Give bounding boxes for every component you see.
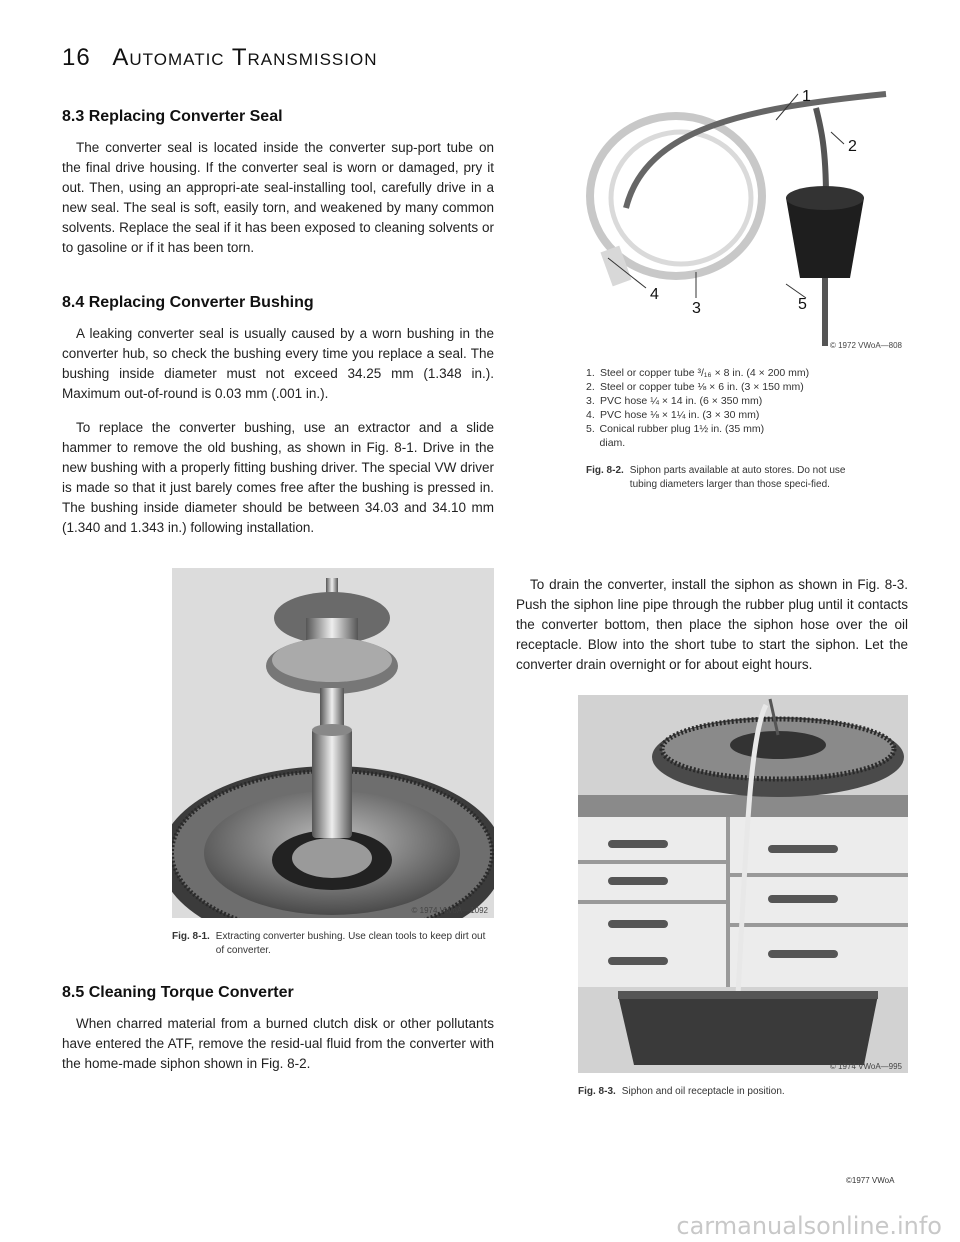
section-8-3-paragraph: The converter seal is located inside the converter sup-port tube on the final drive housing. If the converter seal is worn or damaged, pry it out. Then, using an appropri-ate seal-installing tool, carefully drive in a new seal. The seal is soft, easily torn, and weakened by many common solvents. Replace the seal if it has been exposed to cleaning solvents or to gasoline or if it has been torn.: [62, 140, 494, 255]
callout-4: 4: [650, 286, 659, 303]
list-item: 1. Steel or copper tube ³/₁₆ × 8 in. (4 × 200 mm): [586, 367, 810, 379]
figure-8-2-text: Siphon parts available at auto stores. Do not use tubing diameters larger than those speci-fied.: [629, 465, 846, 490]
figure-8-3-copyright: © 1974 VWoA—995: [829, 1062, 902, 1071]
section-title-8-5: 8.5 Cleaning Torque Converter: [62, 984, 294, 1001]
parts-list: [586, 366, 908, 450]
figure-8-2-photo: [586, 88, 908, 352]
figure-8-1-caption: [172, 930, 494, 958]
left-column: [62, 108, 494, 1074]
figure-8-1-photo: [172, 568, 494, 918]
bushing-extractor-illustration: [172, 568, 494, 918]
list-item: 2. Steel or copper tube ⅛ × 6 in. (3 × 150 mm): [586, 381, 804, 393]
callout-3: 3: [692, 300, 701, 317]
callout-2: 2: [848, 138, 857, 155]
list-item: 4. PVC hose ⅛ × 1¼ in. (3 × 30 mm): [586, 409, 760, 421]
figure-8-1-text: Extracting converter bushing. Use clean tools to keep dirt out of converter.: [215, 931, 486, 956]
section-title-8-4: 8.4 Replacing Converter Bushing: [62, 294, 314, 311]
figure-8-3-text: Siphon and oil receptacle in position.: [621, 1086, 785, 1097]
page-title: Automatic Transmission: [112, 44, 378, 71]
callout-5: 5: [798, 296, 807, 313]
figure-8-2-copyright: © 1972 VWoA—808: [829, 341, 902, 350]
section-title-8-3: 8.3 Replacing Converter Seal: [62, 108, 283, 125]
section-8-4-paragraph-2: To replace the converter bushing, use an extractor and a slide hammer to remove the old bushing, as shown in Fig. 8-1. Drive in the new bushing with a properly fitting bushing driver. The special VW driver is made so that it just barely comes free after the bushing is pressed in. The bushing inside diameter should be between 34.03 and 34.10 mm (1.340 and 1.343 in.) following installation.: [62, 420, 494, 535]
figure-8-3-photo: [578, 695, 908, 1073]
section-8-4-paragraph-1: A leaking converter seal is usually caused by a worn bushing in the converter hub, so check the bushing every time you replace a seal. The bushing inside diameter must not exceed 34.25 mm (1.348 in.). Maximum out-of-round is 0.03 mm (.001 in.).: [62, 326, 494, 401]
page-header: [62, 44, 378, 72]
section-8-5-paragraph: When charred material from a burned clutch disk or other pollutants have entered the ATF, remove the resid-ual fluid from the converter with the home-made siphon shown in Fig. 8-2.: [62, 1016, 494, 1071]
figure-8-2-label: Fig. 8-2.: [586, 465, 624, 476]
watermark: carmanualsonline.info: [676, 1212, 942, 1240]
footer-copyright: ©1977 VWoA: [846, 1176, 895, 1185]
drain-text-block: [516, 575, 908, 675]
figure-8-3-caption: [578, 1085, 908, 1099]
siphon-in-position-illustration: [578, 695, 908, 1073]
page-number: 16: [62, 44, 91, 71]
drain-paragraph: To drain the converter, install the siphon as shown in Fig. 8-3. Push the siphon line pipe through the rubber plug until it contacts the converter bottom, then place the siphon hose over the oil receptacle. Blow into the short tube to start the siphon. Let the converter drain overnight or for about eight hours.: [516, 577, 908, 672]
list-item: 5. Conical rubber plug 1½ in. (35 mm) diam.: [586, 423, 765, 449]
siphon-parts-illustration: [586, 88, 908, 352]
figure-8-2: [516, 88, 908, 492]
figure-8-3: [516, 695, 908, 1099]
figure-8-3-label: Fig. 8-3.: [578, 1086, 616, 1097]
figure-8-2-caption: [586, 464, 856, 492]
figure-8-1-copyright: © 1974 VWoA—1092: [411, 906, 488, 915]
list-item: 3. PVC hose ¼ × 14 in. (6 × 350 mm): [586, 395, 763, 407]
callout-1: 1: [802, 88, 811, 105]
figure-8-1-label: Fig. 8-1.: [172, 931, 210, 942]
